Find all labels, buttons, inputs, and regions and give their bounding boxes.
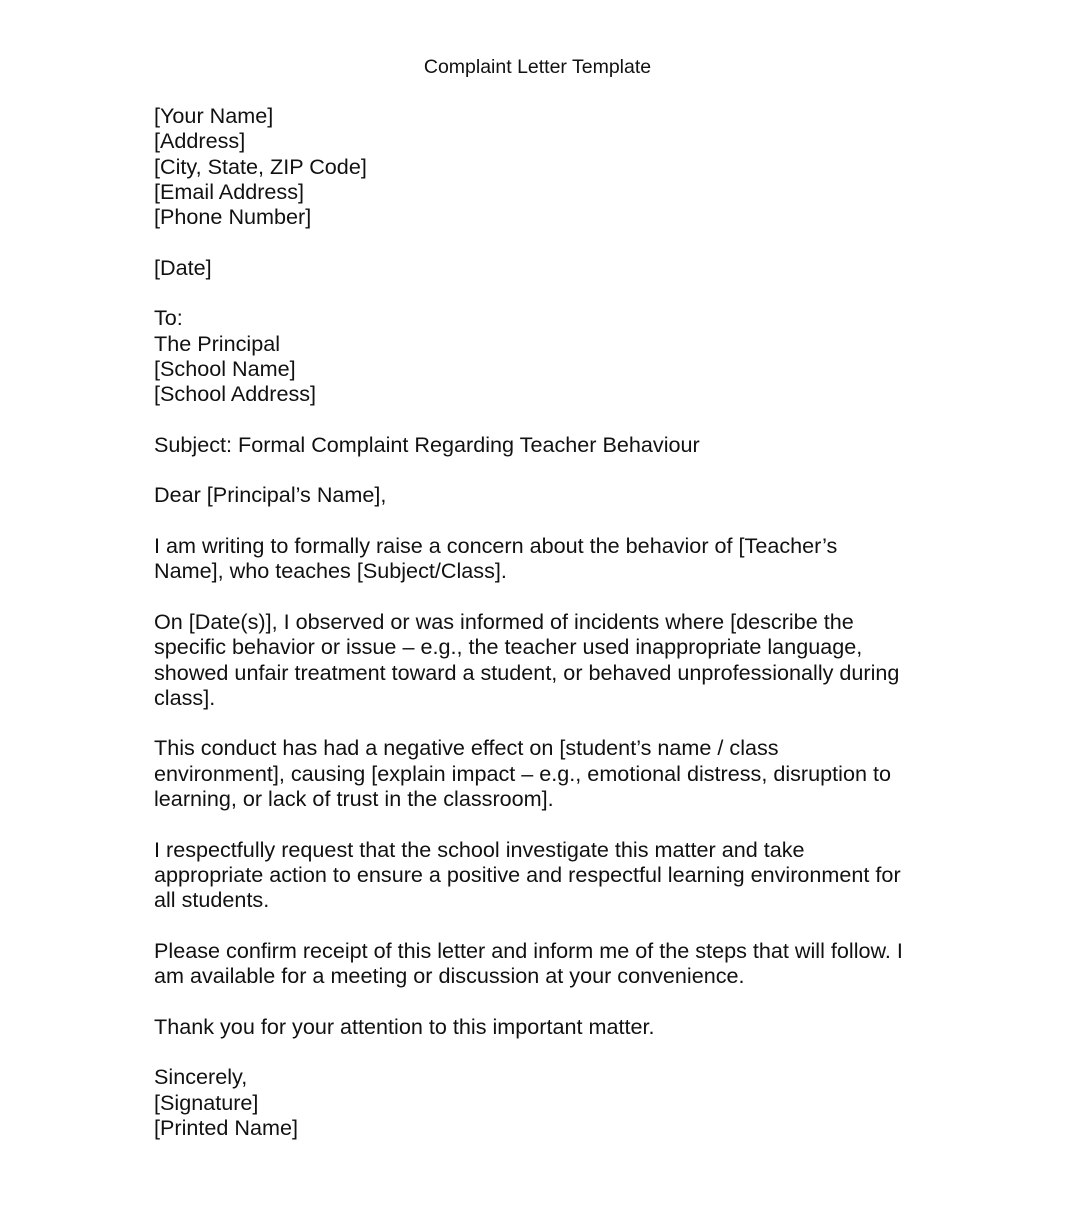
- paragraph-line: class].: [154, 684, 216, 710]
- closing-block: [154, 1064, 934, 1140]
- document-title: Complaint Letter Template: [423, 56, 652, 78]
- sender-city: [City, State, ZIP Code]: [154, 153, 367, 179]
- paragraph-line: learning, or lack of trust in the classroom].: [154, 786, 554, 812]
- closing-printed-name: [Printed Name]: [154, 1114, 299, 1140]
- subject-line: [154, 432, 934, 457]
- closing-signature: [Signature]: [154, 1089, 259, 1115]
- paragraph-thanks: [154, 1014, 934, 1039]
- sender-name: [Your Name]: [154, 103, 274, 128]
- paragraph-line: Thank you for your attention to this important matter.: [154, 1013, 655, 1039]
- paragraph-line: I respectfully request that the school investigate this matter and take: [154, 836, 805, 862]
- paragraph-line: specific behavior or issue – e.g., the teacher used inappropriate language,: [154, 634, 863, 660]
- paragraph-line: environment], causing [explain impact – e.g., emotional distress, disruption to: [154, 760, 891, 786]
- date-block: [154, 255, 934, 280]
- paragraph-line: Name], who teaches [Subject/Class].: [154, 558, 507, 584]
- paragraph-line: am available for a meeting or discussion at your convenience.: [154, 963, 745, 989]
- recipient-to: To:: [154, 305, 183, 331]
- paragraph-confirm: [154, 938, 934, 989]
- paragraph-impact: [154, 735, 934, 811]
- recipient-block: [154, 305, 934, 406]
- subject-text: Subject: Formal Complaint Regarding Teacher Behaviour: [154, 431, 700, 457]
- salutation-text: Dear [Principal’s Name],: [154, 482, 387, 508]
- closing-sincerely: Sincerely,: [154, 1064, 248, 1090]
- sender-address: [Address]: [154, 128, 246, 154]
- paragraph-line: On [Date(s)], I observed or was informed of incidents where [describe the: [154, 608, 854, 634]
- paragraph-line: Please confirm receipt of this letter and inform me of the steps that will follow. I: [154, 937, 903, 963]
- recipient-title: The Principal: [154, 330, 281, 356]
- paragraph-line: all students.: [154, 887, 270, 913]
- sender-block: [154, 103, 934, 229]
- paragraph-request: [154, 837, 934, 913]
- paragraph-concern: [154, 533, 934, 584]
- sender-email: [Email Address]: [154, 178, 305, 204]
- paragraph-line: This conduct has had a negative effect on [student’s name / class: [154, 735, 779, 761]
- paragraph-line: showed unfair treatment toward a student, or behaved unprofessionally during: [154, 659, 900, 685]
- recipient-address: [School Address]: [154, 381, 317, 407]
- paragraph-line: appropriate action to ensure a positive and respectful learning environment for: [154, 861, 901, 887]
- letter-date: [Date]: [154, 254, 212, 280]
- letter-body: [154, 103, 934, 1165]
- paragraph-line: I am writing to formally raise a concern about the behavior of [Teacher’s: [154, 533, 838, 559]
- recipient-school: [School Name]: [154, 355, 296, 381]
- paragraph-incidents: [154, 609, 934, 710]
- sender-phone: [Phone Number]: [154, 204, 312, 230]
- salutation: [154, 482, 934, 507]
